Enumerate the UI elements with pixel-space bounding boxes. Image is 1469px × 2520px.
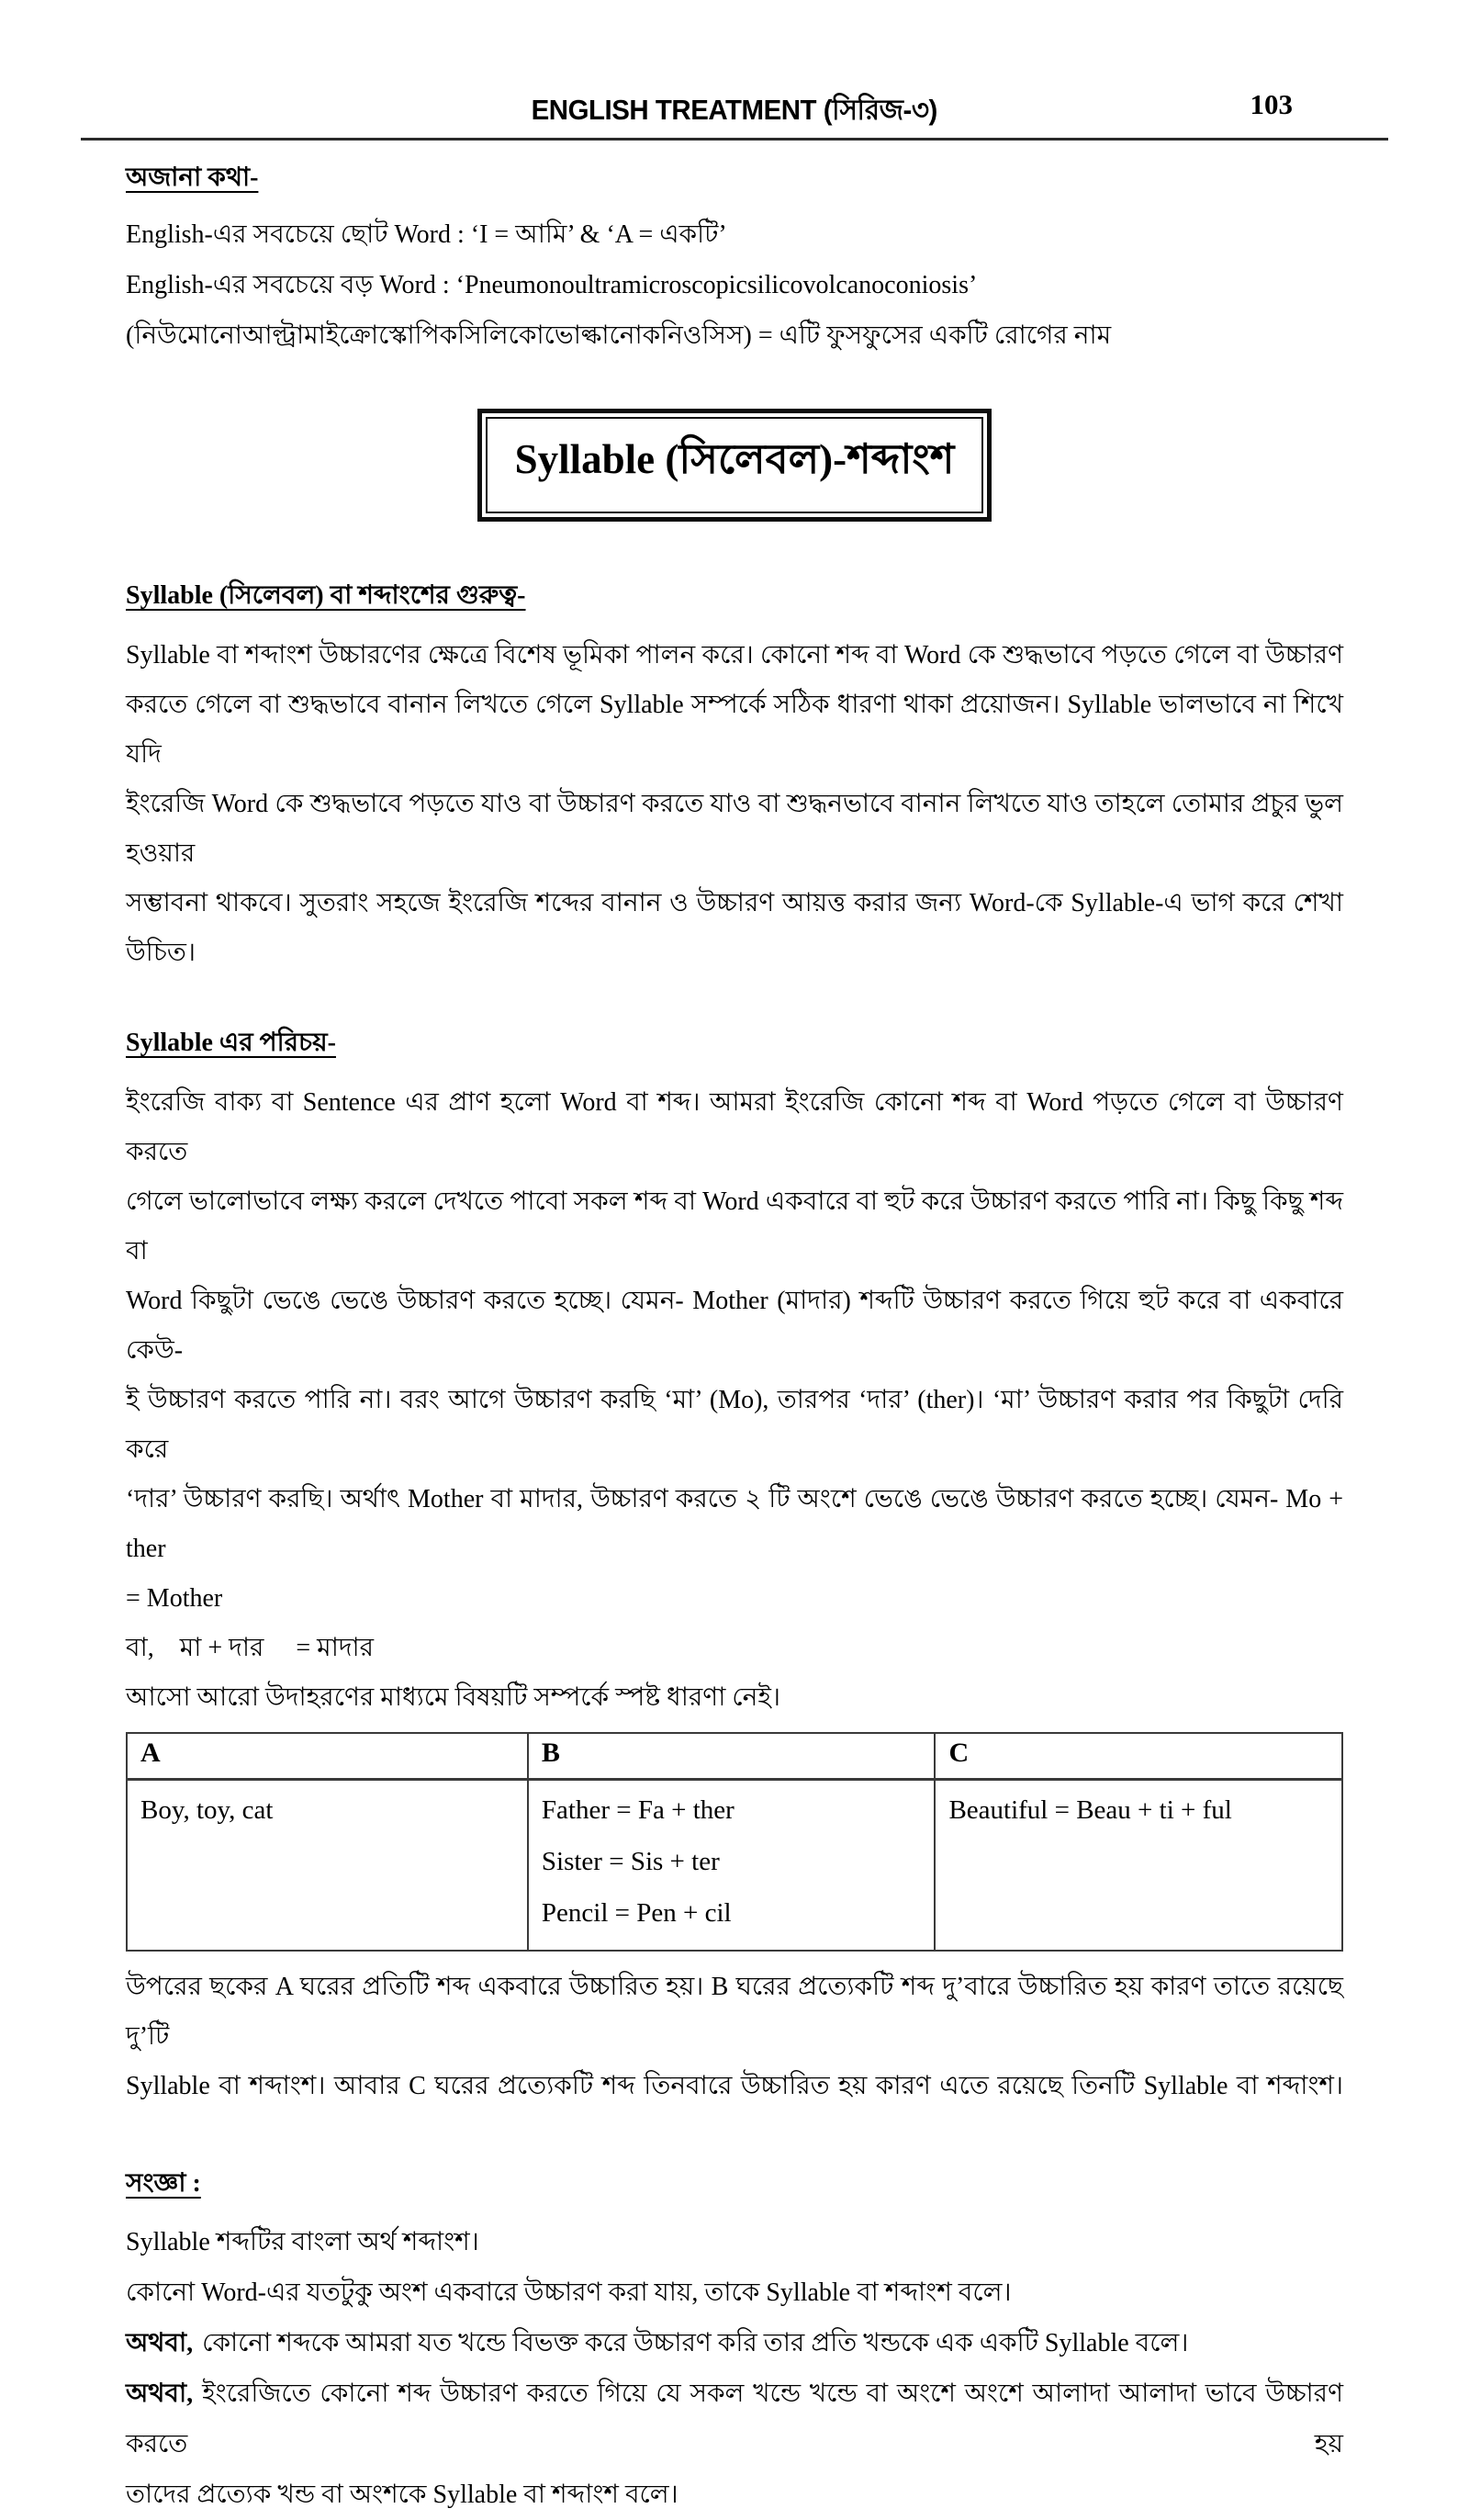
main-title: Syllable (সিলেবল)-শব্দাংশ (486, 417, 984, 513)
definition-text: তাদের প্রত্যেক খন্ড বা অংশকে Syllable বা শব্দাংশ বলে। (126, 2481, 678, 2509)
syllable-example-table (126, 1732, 1343, 1952)
main-title-box (477, 409, 992, 522)
importance-line: সম্ভাবনা থাকবে। সুতরাং সহজে ইংরেজি শব্দের বানান ও উচ্চারণ আয়ত্ত করার জন্য Word-কে Syllable-এ ভাগ করে শেখা উচিত। (126, 889, 1343, 967)
definition-text: Syllable শব্দটির বাংলা অর্থ শব্দাংশ। (126, 2228, 479, 2256)
section-definitions (126, 2163, 1343, 2520)
definition-line (126, 2217, 1343, 2267)
table-cell-c (935, 1780, 1342, 1952)
page-number: 103 (1250, 88, 1293, 120)
section-syllable-importance (126, 575, 1343, 978)
identity-line: ই উচ্চারণ করতে পারি না। বরং আগে উচ্চারণ করছি ‘মা’ (Mo), তারপর ‘দার’ (ther)। ‘মা’ উচ্চারণ করার পর কিছুটা দেরি করে (126, 1386, 1343, 1464)
table-row (127, 1780, 1342, 1952)
identity-line: = Mother (126, 1584, 223, 1613)
header-divider (81, 138, 1388, 141)
table-cell-line: Father = Fa + ther (541, 1795, 734, 1825)
identity-line: গেলে ভালোভাবে লক্ষ্য করলে দেখতে পাবো সকল শব্দ বা Word একবারে বা হুট করে উচ্চারণ করতে পারি না। কিছু কিছু শব্দ বা (126, 1187, 1343, 1266)
identity-line: ‘দার’ উচ্চারণ করছি। অর্থাৎ Mother বা মাদার, উচ্চারণ করতে ২ টি অংশে ভেঙে ভেঙে উচ্চারণ করতে হচ্ছে। যেমন- Mo + ther (126, 1485, 1343, 1563)
unknown-facts-heading: অজানা কথা- (126, 163, 259, 192)
definition-line (126, 2368, 1343, 2469)
table-header-a: A (127, 1733, 528, 1780)
table-cell-line: Boy, toy, cat (140, 1795, 274, 1825)
unknown-facts-line: English-এর সবচেয়ে বড় Word : ‘Pneumonoultramicroscopicsilicovolcanoconiosis’ (126, 271, 978, 299)
importance-heading: Syllable (সিলেবল) বা শব্দাংশের গুরুত্ব- (126, 581, 526, 610)
unknown-facts-line: (নিউমোনোআল্ট্রামাইক্রোস্কোপিকসিলিকোভোল্কানোকনিওসিস) = এটি ফুসফুসের একটি রোগের নাম (126, 321, 1112, 350)
importance-line: করতে গেলে বা শুদ্ধভাবে বানান লিখতে গেলে Syllable সম্পর্কে সঠিক ধারণা থাকা প্রয়োজন। Syllable ভালভাবে না শিখে যদি (126, 691, 1343, 769)
definition-text: ইংরেজিতে কোনো শব্দ উচ্চারণ করতে গিয়ে যে সকল খন্ডে খন্ডে বা অংশে অংশে আলাদা আলাদা ভাবে উচ্চারণ করতে হয় (126, 2379, 1343, 2458)
explanation-line: উপরের ছকের A ঘরের প্রতিটি শব্দ একবারে উচ্চারিত হয়। B ঘরের প্রত্যেকটি শব্দ দু’বারে উচ্চারিত হয় কারণ তাতে রয়েছে দু’টি (126, 1973, 1343, 2051)
table-header-c: C (935, 1733, 1342, 1780)
section-table-explanation (126, 1963, 1343, 2111)
table-header-b: B (528, 1733, 936, 1780)
importance-line: ইংরেজি Word কে শুদ্ধভাবে পড়তে যাও বা উচ্চারণ করতে যাও বা শুদ্ধনভাবে বানান লিখতে যাও তাহলে তোমার প্রচুর ভুল হওয়ার (126, 790, 1343, 868)
identity-line: ইংরেজি বাক্য বা Sentence এর প্রাণ হলো Word বা শব্দ। আমরা ইংরেজি কোনো শব্দ বা Word পড়তে গেলে বা উচ্চারণ করতে (126, 1088, 1343, 1166)
definition-text: কোনো Word-এর যতটুকু অংশ একবারে উচ্চারণ করা যায়, তাকে Syllable বা শব্দাংশ বলে। (126, 2278, 1012, 2307)
importance-line: Syllable বা শব্দাংশ উচ্চারণের ক্ষেত্রে বিশেষ ভূমিকা পালন করে। কোনো শব্দ বা Word কে শুদ্ধভাবে পড়তে গেলে বা উচ্চারণ (126, 641, 1343, 669)
table-cell-line: Pencil = Pen + cil (541, 1898, 732, 1928)
definition-prefix: অথবা, (126, 2329, 194, 2357)
section-syllable-identity (126, 1022, 1343, 1723)
ma-dar-equation-line: বা, মা + দার = মাদার (126, 1634, 375, 1662)
definition-line (126, 2469, 1343, 2520)
definition-line (126, 2318, 1343, 2368)
example-intro-line: আসো আরো উদাহরণের মাধ্যমে বিষয়টি সম্পর্কে স্পষ্ট ধারণা নেই। (126, 1683, 780, 1712)
table-cell-line: Sister = Sis + ter (541, 1847, 720, 1876)
running-header-title: ENGLISH TREATMENT (সিরিজ-৩) (531, 94, 938, 126)
table-cell-line: Beautiful = Beau + ti + ful (948, 1795, 1232, 1825)
definitions-heading: সংজ্ঞা : (126, 2169, 201, 2198)
main-title-box-wrap (126, 409, 1343, 522)
definition-line (126, 2267, 1343, 2318)
definition-prefix: অথবা, (126, 2379, 194, 2408)
page-header (126, 88, 1343, 132)
section-unknown-facts (126, 157, 1343, 361)
definition-text: কোনো শব্দকে আমরা যত খন্ডে বিভক্ত করে উচ্চারণ করি তার প্রতি খন্ডকে এক একটি Syllable বলে। (202, 2329, 1189, 2357)
table-cell-b (528, 1780, 936, 1952)
identity-line: Word কিছুটা ভেঙে ভেঙে উচ্চারণ করতে হচ্ছে। যেমন- Mother (মাদার) শব্দটি উচ্চারণ করতে গিয়ে হুট করে বা একবারে কেউ- (126, 1287, 1343, 1365)
explanation-line: Syllable বা শব্দাংশ। আবার C ঘরের প্রত্যেকটি শব্দ তিনবারে উচ্চারিত হয় কারণ এতে রয়েছে তিনটি Syllable বা শব্দাংশ। (126, 2072, 1343, 2100)
identity-heading: Syllable এর পরিচয়- (126, 1029, 336, 1057)
unknown-facts-line: English-এর সবচেয়ে ছোট Word : ‘I = আমি’ & ‘A = একটি’ (126, 220, 727, 249)
table-cell-a (127, 1780, 528, 1952)
table-header-row (127, 1733, 1342, 1780)
